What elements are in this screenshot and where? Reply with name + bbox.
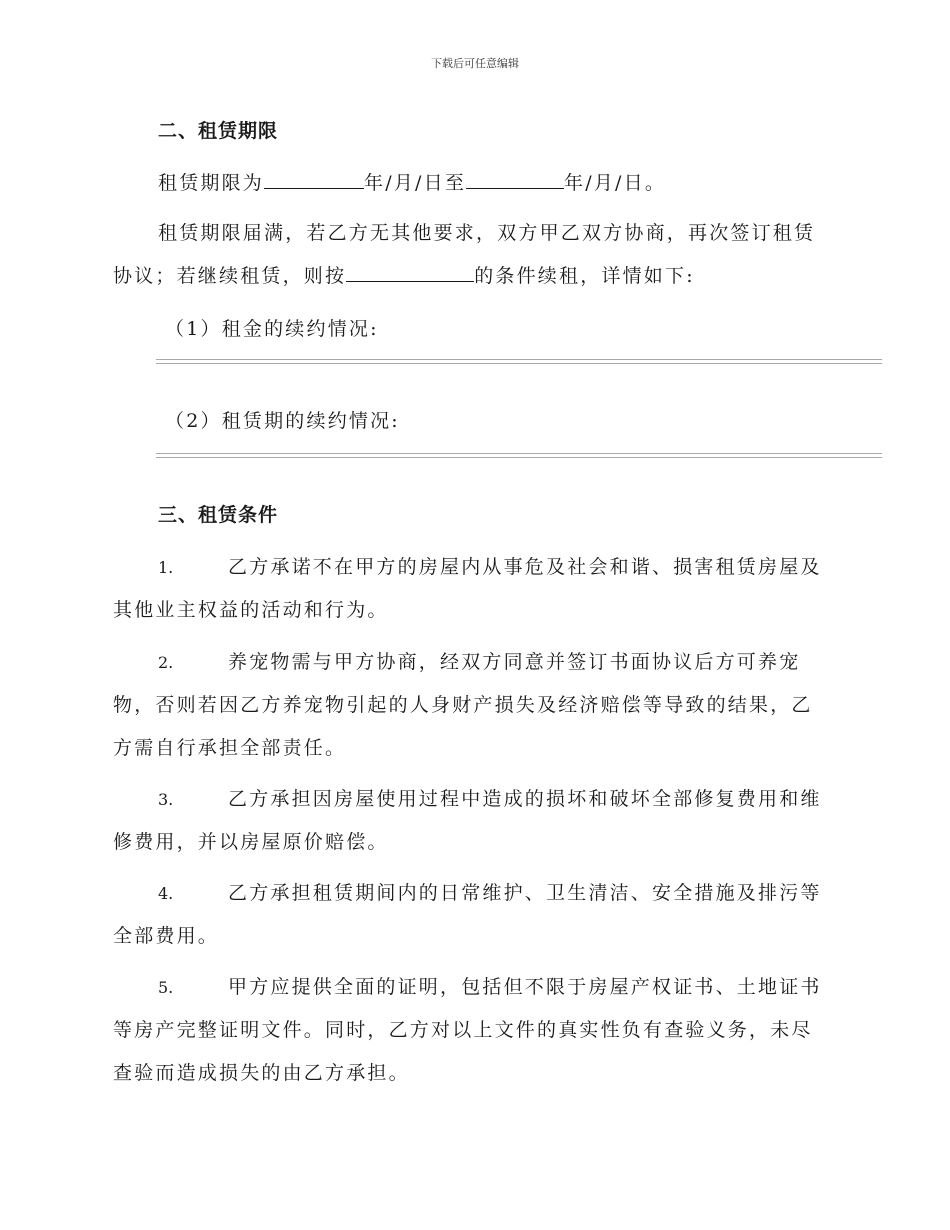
condition-item-2 bbox=[113, 647, 800, 674]
renew-suffix: 的条件续租，详情如下: bbox=[474, 265, 695, 287]
item-text: 乙方承诺不在甲方的房屋内从事危及社会和谐、损害租赁房屋及 bbox=[228, 556, 822, 578]
condition-item-5-cont: 查验而造成损失的由乙方承担。 bbox=[113, 1062, 410, 1084]
section3-title: 三、租赁条件 bbox=[158, 504, 279, 526]
condition-item-1-cont: 其他业主权益的活动和行为。 bbox=[113, 599, 389, 621]
period-mid: 年/月/日至 bbox=[364, 172, 467, 194]
renew-terms-blank[interactable] bbox=[346, 263, 474, 282]
page-header: 下载后可任意编辑 bbox=[431, 57, 519, 70]
condition-item-4-cont: 全部费用。 bbox=[113, 925, 220, 947]
item-text: 养宠物需与甲方协商，经双方同意并签订书面协议后方可养宠 bbox=[228, 651, 801, 673]
item-number: 3. bbox=[158, 790, 174, 809]
condition-item-3-cont: 修费用，并以房屋原价赔偿。 bbox=[113, 831, 389, 853]
condition-item-2-cont: 物，否则若因乙方养宠物引起的人身财产损失及经济赔偿等导致的结果，乙 bbox=[113, 694, 813, 716]
condition-item-2-cont: 方需自行承担全部责任。 bbox=[113, 737, 347, 759]
condition-item-1 bbox=[113, 552, 822, 579]
item-number: 2. bbox=[158, 653, 174, 672]
renew-prefix: 协议；若继续租赁，则按 bbox=[113, 265, 347, 287]
condition-item-5-cont: 等房产完整证明文件。同时，乙方对以上文件的真实性负有查验义务，未尽 bbox=[113, 1019, 813, 1041]
start-date-blank[interactable] bbox=[264, 170, 364, 189]
end-date-blank[interactable] bbox=[466, 170, 564, 189]
condition-item-5 bbox=[113, 972, 822, 999]
section2-title: 二、租赁期限 bbox=[158, 120, 279, 142]
fill-in-rule bbox=[156, 453, 882, 458]
item-number: 1. bbox=[158, 558, 174, 577]
period-end: 年/月/日。 bbox=[564, 172, 667, 194]
renew-line-1: 租赁期限届满，若乙方无其他要求，双方甲乙双方协商，再次签订租赁 bbox=[158, 222, 816, 244]
condition-item-4 bbox=[113, 878, 822, 905]
item-text: 乙方承担因房屋使用过程中造成的损坏和破坏全部修复费用和维 bbox=[228, 788, 822, 810]
lease-period-line bbox=[158, 168, 666, 195]
item-number: 4. bbox=[158, 884, 174, 903]
renewal-rent-item: （1）租金的续约情况: bbox=[165, 318, 379, 340]
renewal-term-item: （2）租赁期的续约情况: bbox=[165, 410, 400, 432]
item-number: 5. bbox=[158, 978, 174, 997]
renew-line-2 bbox=[113, 261, 695, 288]
condition-item-3 bbox=[113, 784, 822, 811]
fill-in-rule bbox=[156, 359, 882, 364]
item-text: 甲方应提供全面的证明，包括但不限于房屋产权证书、土地证书 bbox=[228, 976, 822, 998]
item-text: 乙方承担租赁期间内的日常维护、卫生清洁、安全措施及排污等 bbox=[228, 882, 822, 904]
period-prefix: 租赁期限为 bbox=[158, 172, 265, 194]
